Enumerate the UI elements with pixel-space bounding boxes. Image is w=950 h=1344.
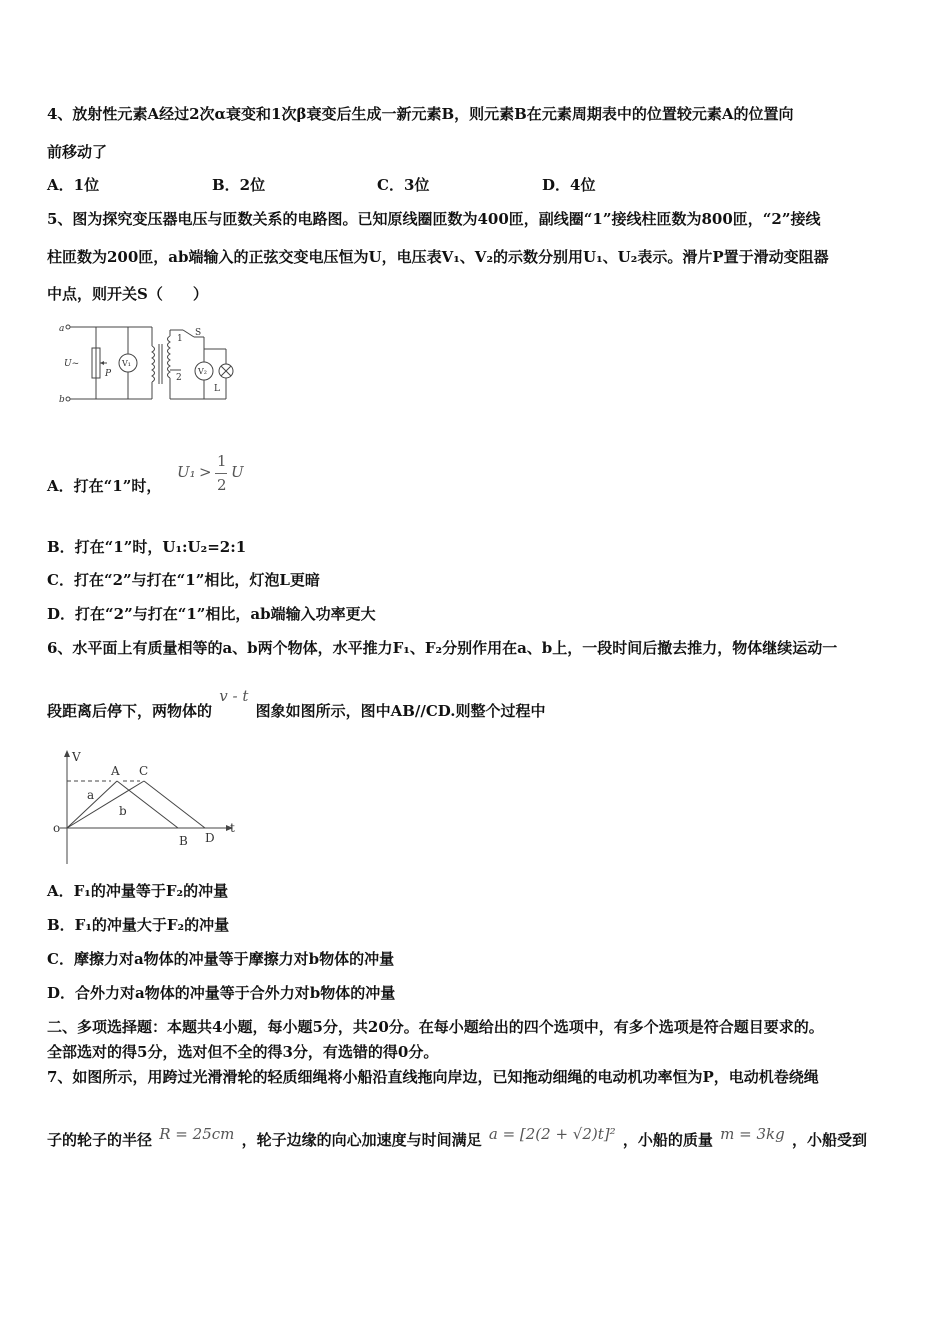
q7-stem-line2 [47,1125,867,1150]
vt-graph [48,748,243,866]
label-u: U~ [64,359,80,369]
q7-text-3: ，小船的质量 [622,1131,713,1149]
q6-option-c: C．摩擦力对a物体的冲量等于摩擦力对b物体的冲量 [47,950,395,968]
section2-heading-line1: 二、多项选择题：本题共4小题，每小题5分，共20分。在每小题给出的四个选项中，有多个选项是符合题目要求的。 [47,1018,824,1036]
q5-option-c: C．打在“2”与打在“1”相比，灯泡L更暗 [47,571,320,589]
q7-text-2: ，轮子边缘的向心加速度与时间满足 [241,1131,482,1149]
arrow-head-icon [100,361,104,365]
q6-option-a: A．F₁的冲量等于F₂的冲量 [47,882,229,900]
q6-stem-line2-prefix: 段距离后停下，两物体的 [47,702,213,720]
q7-formula-r: R = 25cm [159,1125,235,1143]
curve-label-a: a [87,788,95,802]
q5-option-a-label: A．打在“1”时， [47,477,162,495]
q7-formula-m: m = 3kg [720,1125,785,1143]
point-label-d: D [205,831,215,845]
q4-option-d: D．4位 [542,176,596,194]
formula-rhs: U [231,463,244,481]
q4-stem-line2: 前移动了 [47,143,108,161]
q5-stem-line2: 柱匝数为200匝，ab端输入的正弦交变电压恒为U，电压表V₁、V₂的示数分别用U₁、U₂表示。滑片P置于滑动变阻器 [47,248,829,266]
q7-text-1: 子的轮子的半径 [47,1131,153,1149]
terminal-b-icon [66,397,70,401]
label-b: b [59,395,65,405]
label-l: L [214,384,220,394]
q6-vt-formula: v - t [219,687,249,705]
q5-stem-line3: 中点，则开关S（ ） [47,285,208,303]
q7-stem-line1: 7、如图所示，用跨过光滑滑轮的轻质细绳将小船沿直线拖向岸边，已知拖动细绳的电动机功率恒为P，电动机卷绕绳 [47,1068,819,1086]
formula-numerator: 1 [217,452,227,470]
label-1: 1 [177,334,183,344]
label-v2: V₂ [198,367,207,376]
point-label-a: A [111,764,120,778]
q5-stem-line1: 5、图为探究变压器电压与匝数关系的电路图。已知原线圈匝数为400匝，副线圈“1”接线柱匝数为800匝，“2”接线 [47,210,821,228]
q4-stem-line1: 4、放射性元素A经过2次α衰变和1次β衰变后生成一新元素B，则元素B在元素周期表中的位置较元素A的位置向 [47,105,794,123]
q6-stem-line2 [47,687,546,721]
axis-label-t: t [230,821,235,835]
line-b-rise [67,781,144,828]
curve-label-b: b [119,804,127,818]
q7-formula-a: a = [2(2 + √2)t]² [488,1125,616,1143]
q6-option-b: B．F₁的冲量大于F₂的冲量 [47,916,230,934]
q7-text-4: ，小船受到 [791,1131,867,1149]
origin-label: o [53,821,61,835]
label-p: P [105,369,112,379]
formula-denominator: 2 [217,476,227,494]
label-v1: V₁ [122,359,131,368]
point-label-b: B [179,834,188,848]
formula-lhs: U₁ [177,463,196,481]
q6-stem-line1: 6、水平面上有质量相等的a、b两个物体，水平推力F₁、F₂分别作用在a、b上，一段时间后撤去推力，物体继续运动一 [47,639,838,657]
point-label-c: C [139,764,149,778]
q5-option-d: D．打在“2”与打在“1”相比，ab端输入功率更大 [47,605,376,623]
q4-option-c: C．3位 [377,176,430,194]
fraction-bar [215,473,227,474]
q5-option-b: B．打在“1”时，U₁:U₂=2:1 [47,538,247,556]
formula-op: > [199,463,212,481]
terminal-a-icon [66,325,70,329]
label-s: S [195,328,202,338]
axis-label-v: V [72,750,81,764]
transformer-circuit-diagram [56,322,246,406]
section2-heading-line2: 全部选对的得5分，选对但不全的得3分，有选错的得0分。 [47,1043,439,1061]
q6-stem-line2-suffix: 图象如图所示，图中AB//CD.则整个过程中 [255,702,546,720]
v-axis-arrow-icon [64,750,70,757]
line-cd-fall [144,781,205,828]
q4-option-a: A．1位 [47,176,100,194]
q6-option-d: D．合外力对a物体的冲量等于合外力对b物体的冲量 [47,984,396,1002]
q4-option-b: B．2位 [212,176,266,194]
label-2: 2 [176,373,182,383]
label-a: a [59,324,65,334]
